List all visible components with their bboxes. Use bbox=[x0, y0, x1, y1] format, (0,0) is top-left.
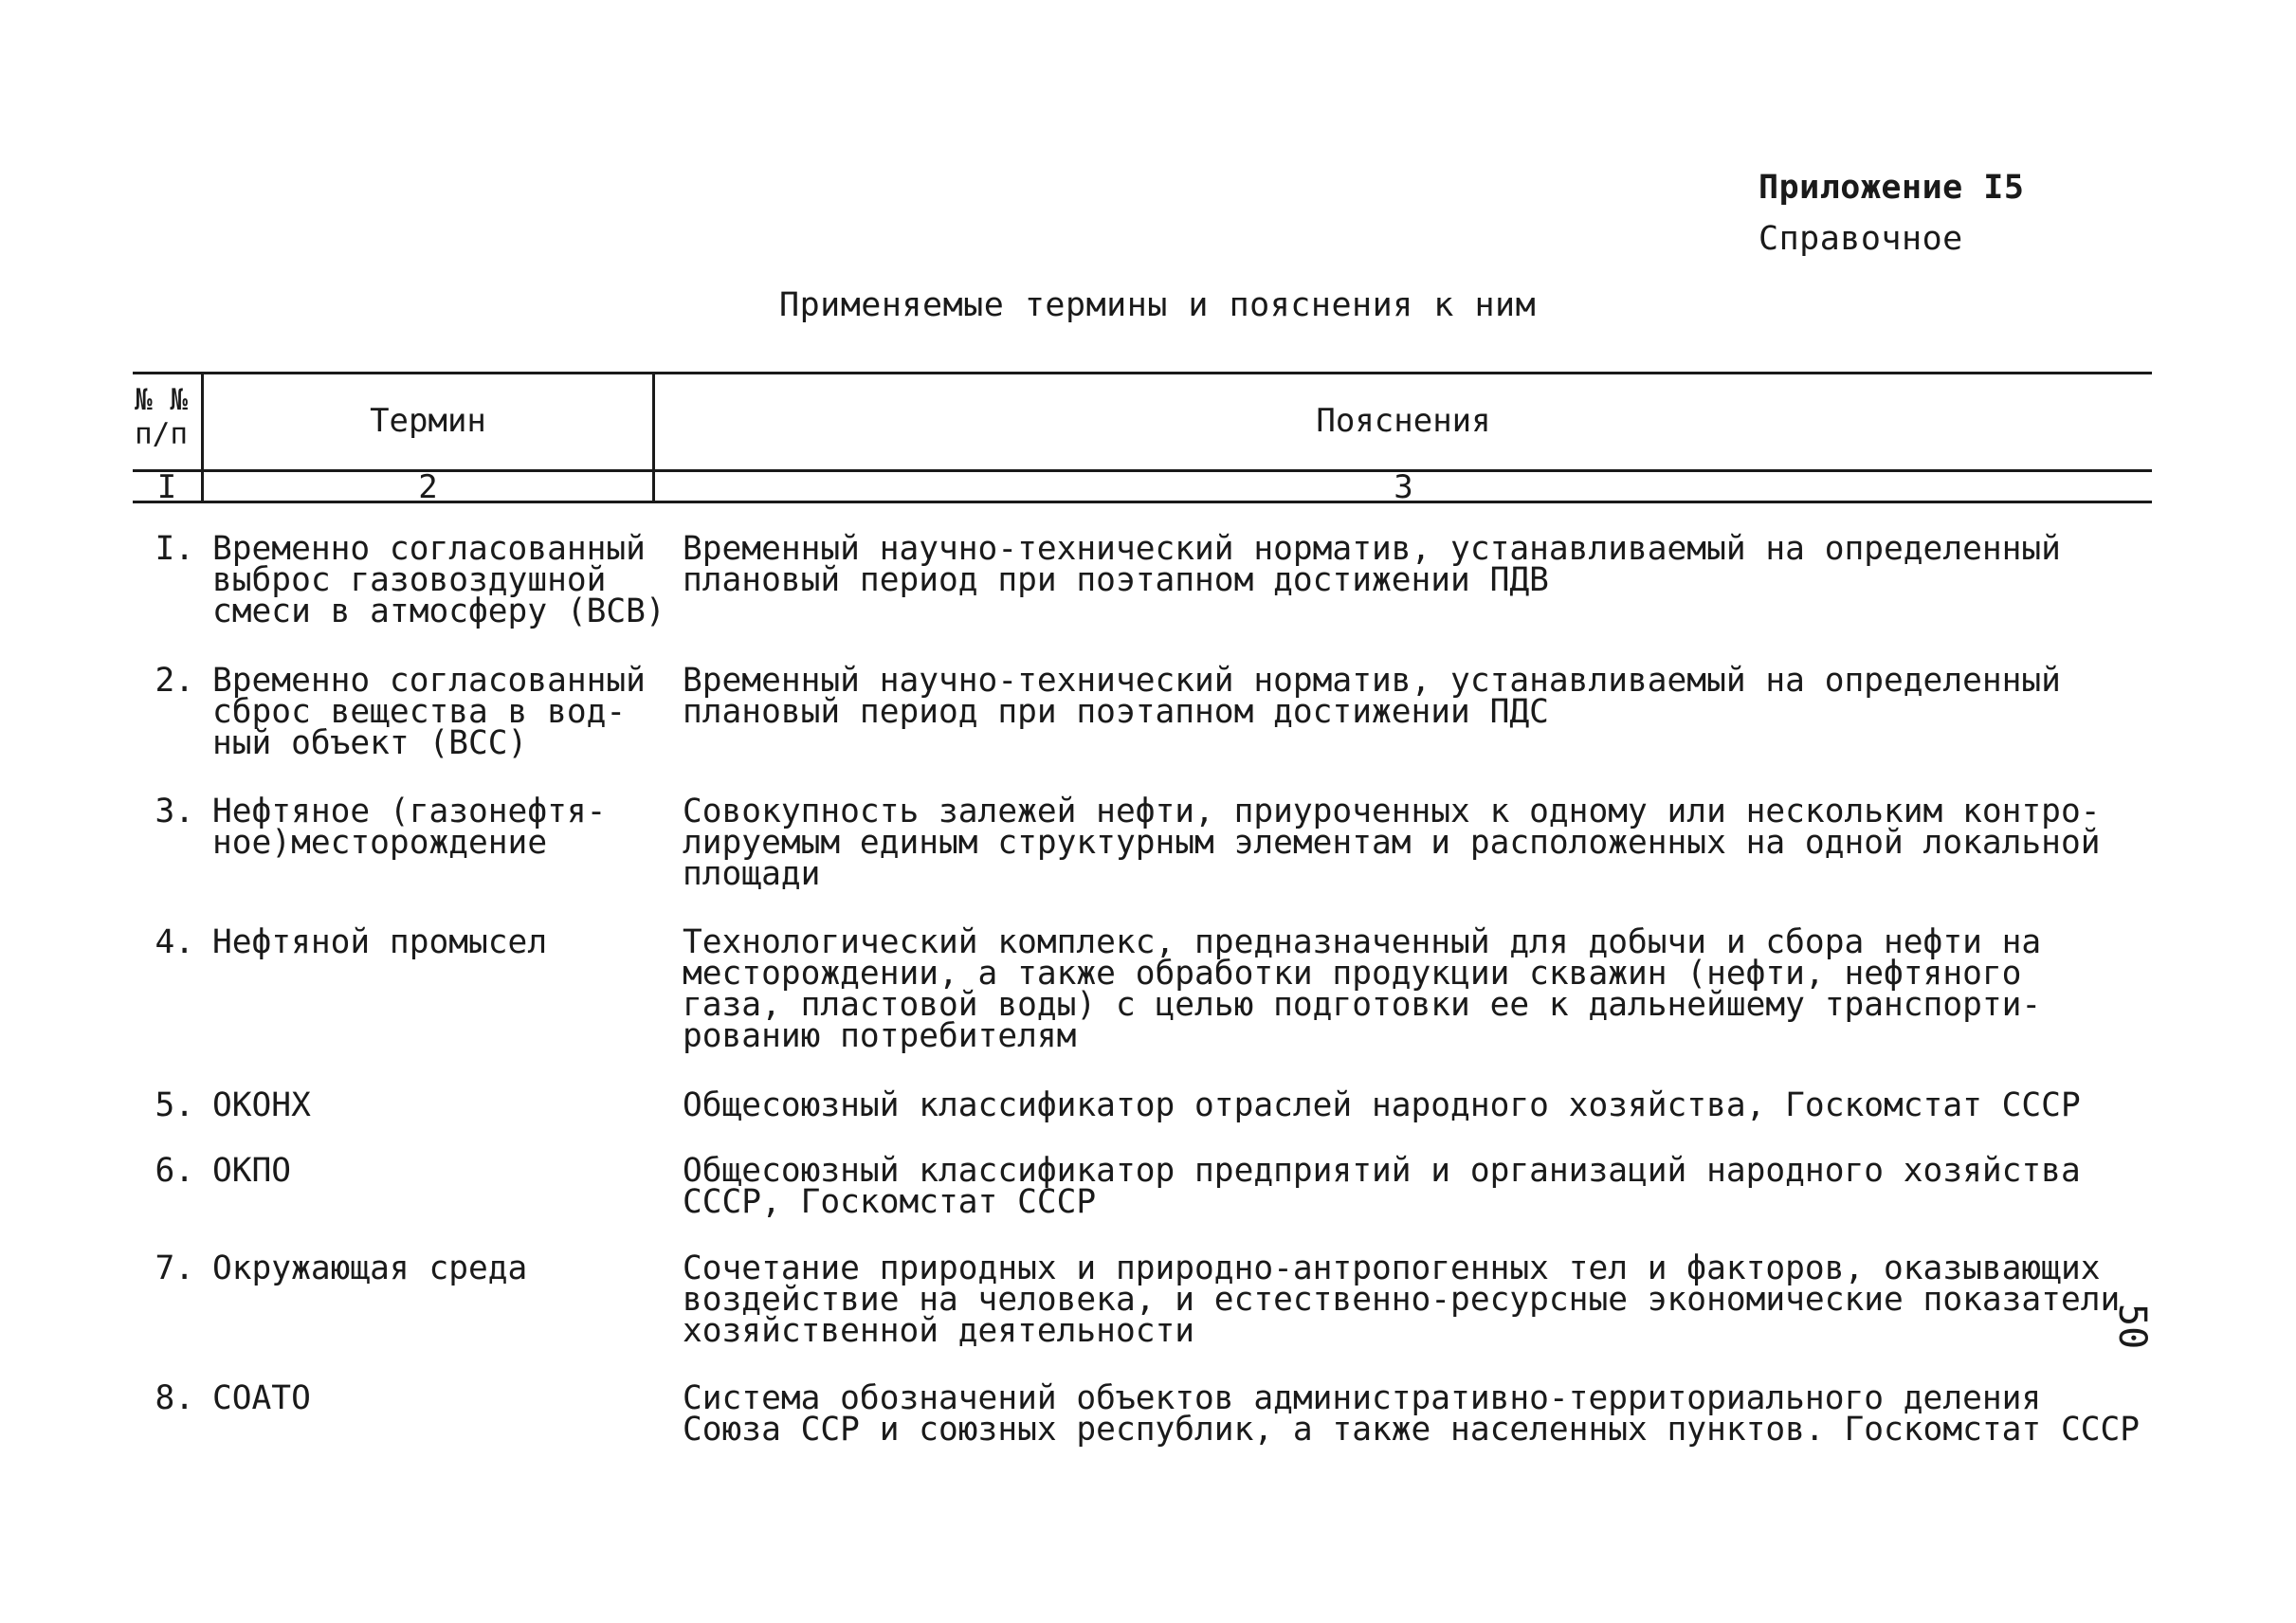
row-term: Окружающая среда bbox=[212, 1249, 528, 1287]
header-explanation: Пояснения bbox=[1316, 402, 1491, 440]
row-explanation: Технологический комплекс, предназначенный для добычи и сбора нефти на месторождении, а также обработки продукции скважин (нефти, нефтяного газа, пластовой воды) с целью подготовки ее к дальнейшему транспорти- рованию потребителям bbox=[683, 923, 2042, 1055]
appendix-title: Приложение I5 bbox=[1758, 169, 2025, 207]
column-number-1: I bbox=[156, 468, 177, 506]
row-term: Нефтяной промысел bbox=[212, 923, 548, 961]
header-term: Термин bbox=[370, 402, 486, 440]
row-number: 4. bbox=[155, 923, 194, 961]
row-number: 2. bbox=[155, 662, 194, 700]
row-number: 5. bbox=[155, 1086, 194, 1124]
row-term: Временно согласованный выброс газовоздушной смеси в атмосферу (ВСВ) bbox=[212, 530, 665, 630]
row-number: 6. bbox=[155, 1152, 194, 1190]
row-term: Нефтяное (газонефтя- ное)месторождение bbox=[212, 793, 607, 862]
row-explanation: Временный научно-технический норматив, устанавливаемый на определенный плановый период при поэтапном достижении ПДВ bbox=[683, 530, 2061, 599]
row-explanation: Система обозначений объектов административно-территориального деления Союза ССР и союзных республик, а также населенных пунктов. Госкомстат СССР bbox=[683, 1379, 2141, 1449]
appendix-kind: Справочное bbox=[1758, 220, 1963, 258]
header-num bbox=[135, 383, 188, 451]
row-explanation: Сочетание природных и природно-антропогенных тел и факторов, оказывающих воздействие на человека, и естественно-ресурсные экономические показатели хозяйственной деятельности bbox=[683, 1249, 2121, 1350]
header-num-line2: п/п bbox=[135, 417, 188, 451]
row-explanation: Совокупность залежей нефти, приуроченных к одному или нескольким контро- лируемым единым структурным элементам и расположенных на одной локальной площади bbox=[683, 793, 2101, 893]
row-term: ОКПО bbox=[212, 1152, 292, 1190]
table-top-rule bbox=[133, 372, 2152, 374]
row-number: 3. bbox=[155, 793, 194, 830]
row-number: 8. bbox=[155, 1379, 194, 1417]
row-number: 7. bbox=[155, 1249, 194, 1287]
document-title: Применяемые термины и пояснения к ним bbox=[779, 286, 1537, 324]
header-num-line1: № № bbox=[135, 383, 188, 417]
row-term: Временно согласованный сброс вещества в вод- ный объект (ВСС) bbox=[212, 662, 646, 762]
row-explanation: Временный научно-технический норматив, устанавливаемый на определенный плановый период при поэтапном достижении ПДС bbox=[683, 662, 2061, 731]
row-explanation: Общесоюзный классификатор отраслей народного хозяйства, Госкомстат СССР bbox=[683, 1086, 2081, 1124]
column-number-3: 3 bbox=[1394, 468, 1413, 506]
row-term: ОКОНХ bbox=[212, 1086, 311, 1124]
row-term: СОАТО bbox=[212, 1379, 311, 1417]
row-explanation: Общесоюзный классификатор предприятий и организаций народного хозяйства СССР, Госкомстат СССР bbox=[683, 1152, 2081, 1221]
column-number-2: 2 bbox=[418, 468, 438, 506]
page-number: 50 bbox=[2110, 1304, 2154, 1350]
row-number: I. bbox=[155, 530, 194, 568]
